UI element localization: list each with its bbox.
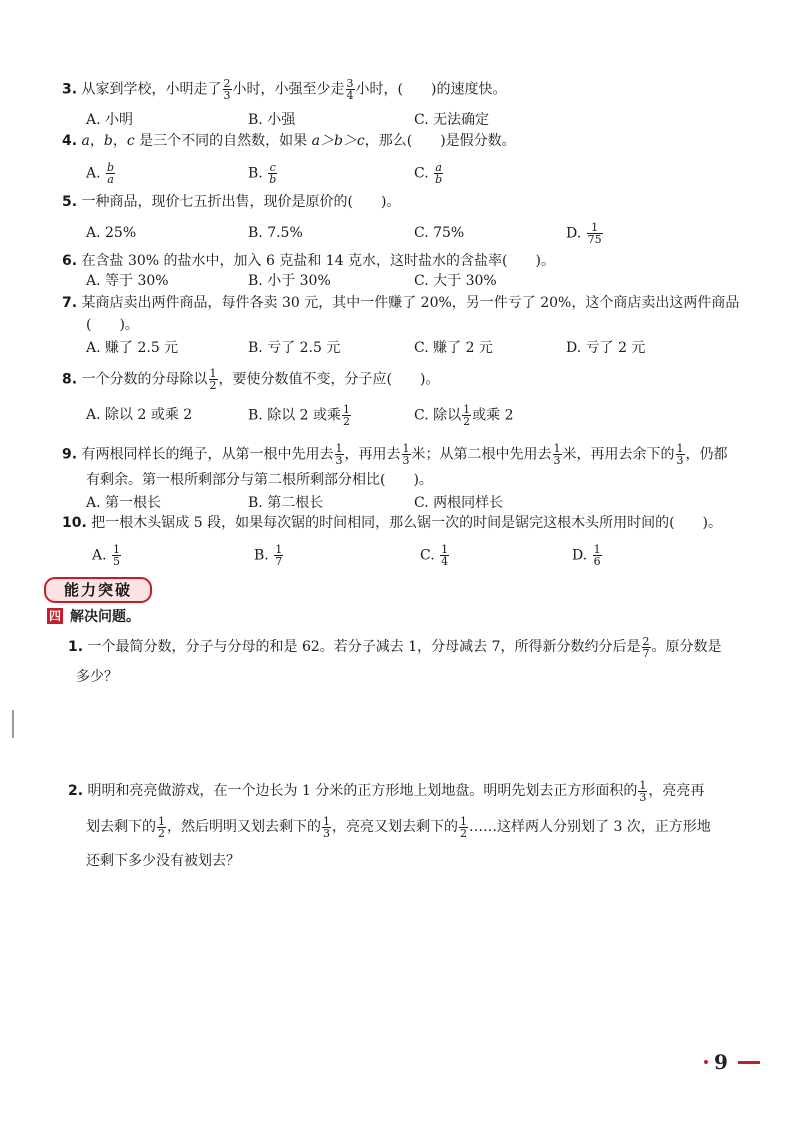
question-text: 在含盐 30% 的盐水中，加入 6 克盐和 14 克水，这时盐水的含盐率( )。: [81, 253, 555, 269]
question-text: 把一根木头锯成 5 段，如果每次锯的时间相同，那么锯一次的时间是锯完这根木头所用时间的( )。: [91, 515, 722, 531]
problem-line: [68, 632, 768, 662]
option-d[interactable]: D. $\frac{1}{75}$: [566, 221, 602, 246]
question-6: [62, 251, 555, 271]
fraction: $\frac{1}{2}$: [209, 367, 217, 392]
option-c[interactable]: C. 75%: [414, 225, 465, 241]
question-text: 一个分数的分母除以: [81, 371, 208, 388]
margin-mark: [12, 710, 14, 738]
option-c[interactable]: C. 除以 $\frac{1}{2}$ 或乘 2: [414, 403, 514, 428]
option-a[interactable]: A. $\frac{b}{a}$: [86, 161, 115, 186]
question-text: ，要使分数值不变，分子应( )。: [218, 371, 440, 388]
q9-options: [86, 492, 726, 514]
question-5: [62, 192, 400, 212]
question-7: [62, 293, 739, 313]
option-c[interactable]: C. 大于 30%: [414, 273, 497, 289]
question-text: 小时，小强至少走: [232, 81, 345, 98]
question-number: 3.: [62, 81, 78, 98]
option-a[interactable]: A. 25%: [86, 225, 137, 241]
problem-text: ，亮亮又划去剩下的: [332, 819, 458, 835]
option-d[interactable]: D. 亏了 2 元: [566, 340, 646, 356]
q8-options: [86, 404, 726, 426]
question-number: 10.: [62, 515, 87, 531]
page-number: 9: [714, 1050, 728, 1074]
fraction: $\frac{1}{3}$: [323, 814, 330, 840]
problem-text: ，亮亮再: [648, 783, 705, 799]
problem-text: 。原分数是: [651, 639, 722, 655]
fraction: $\frac{1}{2}$: [158, 814, 165, 840]
problem-line: 多少？: [76, 669, 118, 685]
option-b[interactable]: B. $\frac{1}{7}$: [254, 543, 283, 568]
fraction: $\frac{2}{3}$: [223, 77, 231, 102]
question-number: 9.: [62, 446, 78, 463]
punct: ，: [89, 133, 104, 149]
fraction: $\frac{1}{3}$: [639, 778, 647, 804]
problem-line: [68, 812, 768, 842]
question-text: 一种商品，现价七五折出售，现价是原价的( )。: [81, 194, 401, 210]
problem-number: 1.: [68, 639, 84, 655]
problem-text: ……这样两人分别划了 3 次，正方形地: [469, 819, 711, 835]
option-b[interactable]: B. 7.5%: [248, 225, 303, 241]
option-c[interactable]: C. 两根同样长: [414, 495, 504, 511]
problem-line: [68, 776, 768, 806]
question-4: [62, 131, 516, 151]
option-d[interactable]: D. $\frac{1}{6}$: [572, 543, 601, 568]
question-number: 6.: [62, 253, 78, 269]
option-a[interactable]: A. 赚了 2.5 元: [86, 340, 179, 356]
q7-options: [86, 337, 726, 359]
option-b[interactable]: B. 除以 2 或乘 $\frac{1}{2}$: [248, 403, 350, 428]
option-b[interactable]: B. 小强: [248, 112, 296, 128]
option-c[interactable]: C. 赚了 2 元: [414, 340, 493, 356]
q3-options: [86, 109, 726, 131]
question-text: ，那么( )是假分数。: [364, 133, 516, 149]
question-text: 是三个不同的自然数，如果: [134, 133, 312, 149]
section-index: 四: [48, 609, 61, 623]
fraction: $\frac{1}{3}$: [676, 442, 684, 467]
question-text: 小时，( )的速度快。: [355, 81, 507, 98]
variable: b: [103, 133, 113, 149]
fraction: $\frac{2}{7}$: [642, 634, 650, 660]
variable: c: [126, 133, 135, 149]
option-a[interactable]: A. 小明: [86, 112, 134, 128]
problem-2: [68, 776, 768, 876]
problem-number: 2.: [68, 783, 84, 799]
option-b[interactable]: B. $\frac{c}{b}$: [248, 161, 277, 186]
problem-text: ，然后明明又划去剩下的: [167, 819, 321, 835]
question-text: 米，再用去余下的: [562, 446, 675, 463]
question-10: [62, 513, 722, 533]
fraction: $\frac{1}{3}$: [553, 442, 561, 467]
question-text: 从家到学校，小明走了: [81, 81, 222, 98]
question-number: 8.: [62, 371, 78, 388]
question-7-line2: ( )。: [86, 317, 139, 333]
option-b[interactable]: B. 第二根长: [248, 495, 324, 511]
question-9: [62, 443, 728, 466]
q5-options: [86, 222, 726, 244]
fraction: $\frac{1}{3}$: [402, 442, 410, 467]
option-b[interactable]: B. 亏了 2.5 元: [248, 340, 341, 356]
question-number: 5.: [62, 194, 78, 210]
problem-line: 还剩下多少没有被划去？: [86, 853, 240, 869]
variable: a: [81, 133, 90, 149]
question-number: 7.: [62, 295, 78, 311]
question-text: ，再用去: [344, 446, 401, 463]
question-number: 4.: [62, 133, 78, 149]
option-a[interactable]: A. 等于 30%: [86, 273, 169, 289]
page-number-dot: [704, 1060, 708, 1064]
option-a[interactable]: A. $\frac{1}{5}$: [92, 543, 121, 568]
problem-text: 一个最简分数，分子与分母的和是 62。若分子减去 1，分母减去 7，所得新分数约分后是: [87, 639, 641, 655]
fraction: $\frac{3}{4}$: [346, 77, 354, 102]
question-3: [62, 78, 506, 101]
problem-text: 明明和亮亮做游戏，在一个边长为 1 分米的正方形地上划地盘。明明先划去正方形面积的: [87, 783, 638, 799]
relation: a＞b＞c: [311, 133, 365, 149]
section-title: 解决问题。: [70, 609, 140, 625]
q10-options: [86, 544, 726, 566]
q4-options: [86, 162, 726, 184]
question-8: [62, 368, 439, 391]
question-text: 某商店卖出两件商品，每件各卖 30 元，其中一件赚了 20%，另一件亏了 20%，这个商店卖出这两件商品: [81, 295, 740, 311]
option-c[interactable]: C. $\frac{1}{4}$: [420, 543, 449, 568]
option-a[interactable]: A. 除以 2 或乘 2: [86, 407, 193, 423]
option-c[interactable]: C. 无法确定: [414, 112, 490, 128]
problem-1: [68, 632, 768, 692]
question-9-line2: 有剩余。第一根所剩部分与第二根所剩部分相比( )。: [86, 472, 433, 488]
question-text: ，仍都: [685, 446, 728, 463]
fraction: $\frac{1}{2}$: [460, 814, 467, 840]
page-number-dash: [738, 1061, 760, 1064]
question-text: 有两根同样长的绳子，从第一根中先用去: [81, 446, 334, 463]
question-text: 米；从第二根中先用去: [411, 446, 552, 463]
problem-text: 划去剩下的: [86, 819, 156, 835]
option-a[interactable]: A. 第一根长: [86, 495, 162, 511]
option-c[interactable]: C. $\frac{a}{b}$: [414, 161, 443, 186]
punct: ，: [112, 133, 127, 149]
fraction: $\frac{1}{3}$: [335, 442, 343, 467]
q6-options: [86, 270, 726, 292]
section-banner: 能力突破: [44, 577, 152, 603]
option-b[interactable]: B. 小于 30%: [248, 273, 331, 289]
